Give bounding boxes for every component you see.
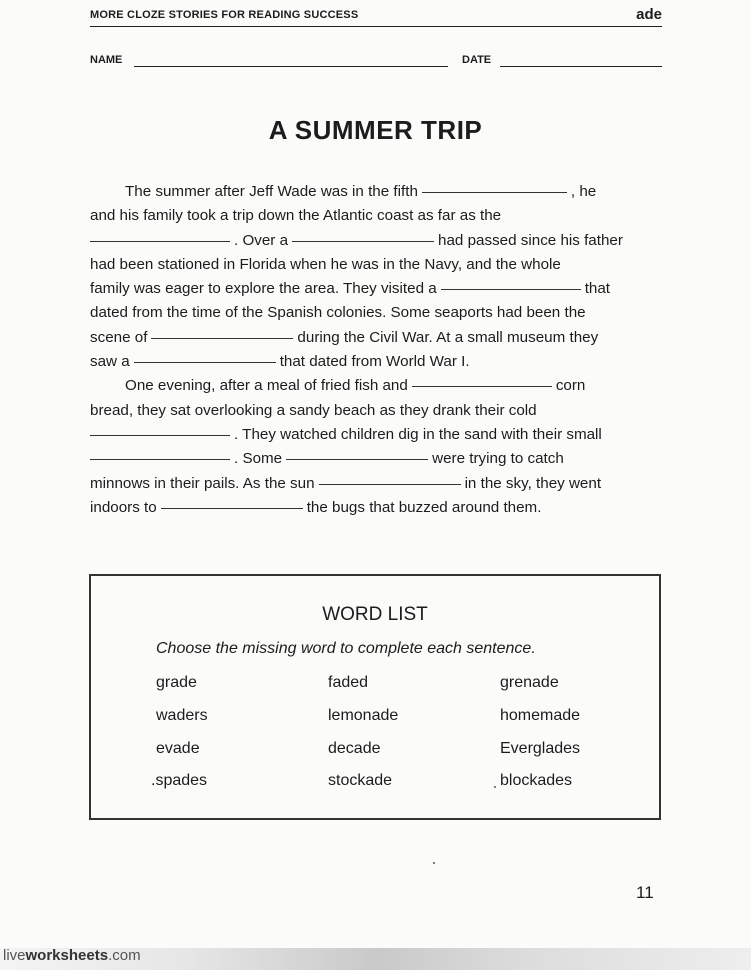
story-fragment: . They watched children dig in the sand with their small	[234, 425, 602, 443]
story-fragment: minnows in their pails. As the sun	[90, 474, 315, 492]
story-line	[90, 180, 662, 204]
answer-blank-9[interactable]	[90, 458, 230, 460]
story-line	[90, 277, 662, 301]
answer-blank-10[interactable]	[286, 458, 428, 460]
story-line	[90, 472, 662, 496]
story-line	[90, 301, 662, 325]
answer-blank-1[interactable]	[422, 191, 567, 193]
series-title: MORE CLOZE STORIES FOR READING SUCCESS	[90, 9, 359, 21]
story-fragment: dated from the time of the Spanish colonies. Some seaports had been the	[90, 304, 586, 322]
word-option[interactable]: Everglades	[500, 740, 581, 757]
story-fragment: corn	[555, 377, 586, 395]
word-option[interactable]: .spades	[151, 772, 208, 789]
answer-blank-2[interactable]	[90, 240, 230, 242]
name-date-row	[90, 53, 662, 69]
word-option[interactable]: blockades	[500, 772, 573, 789]
page-header	[90, 6, 662, 27]
story-title: A SUMMER TRIP	[268, 115, 483, 145]
phonics-suffix: ade	[636, 6, 662, 23]
story-line	[90, 204, 662, 228]
story-fragment: that	[584, 280, 611, 298]
story-line	[90, 326, 662, 350]
watermark-part: .com	[108, 947, 141, 964]
date-field[interactable]	[500, 66, 662, 67]
date-label: DATE	[462, 54, 492, 66]
answer-blank-5[interactable]	[151, 337, 293, 339]
story-line	[90, 374, 662, 398]
answer-blank-4[interactable]	[441, 288, 581, 290]
answer-blank-8[interactable]	[90, 434, 230, 436]
story-line	[90, 447, 662, 471]
story-line	[90, 423, 662, 447]
story-fragment: and his family took a trip down the Atlantic coast as far as the	[90, 207, 502, 225]
word-list-box	[89, 574, 661, 820]
story-fragment: family was eager to explore the area. They visited a	[90, 280, 437, 298]
story-fragment: indoors to	[90, 498, 157, 516]
story-line	[90, 229, 662, 253]
answer-blank-6[interactable]	[134, 361, 276, 363]
story-fragment: the bugs that buzzed around them.	[306, 498, 542, 516]
story-fragment: that dated from World War I.	[279, 353, 470, 371]
page-number: 11	[636, 883, 654, 902]
story-fragment: had been stationed in Florida when he was in the Navy, and the whole	[90, 255, 561, 273]
story-fragment: bread, they sat overlooking a sandy beach as they drank their cold	[90, 401, 537, 419]
story-fragment: in the sky, they went	[464, 474, 602, 492]
answer-blank-11[interactable]	[319, 483, 461, 485]
story-line	[90, 253, 662, 277]
word-option[interactable]: grenade	[500, 674, 559, 691]
story-fragment: . Over a	[234, 231, 289, 249]
word-list-title: WORD LIST	[322, 604, 428, 625]
story-fragment: were trying to catch	[432, 450, 564, 468]
story-fragment: The summer after Jeff Wade was in the fifth	[125, 183, 418, 200]
story-fragment: . Some	[234, 450, 283, 468]
word-option[interactable]: stockade	[328, 772, 393, 789]
word-option[interactable]: lemonade	[328, 707, 399, 724]
word-option[interactable]: evade	[156, 740, 200, 757]
story-line	[90, 496, 662, 520]
watermark-part: live	[3, 947, 26, 964]
answer-blank-12[interactable]	[161, 507, 303, 509]
word-list-instruction: Choose the missing word to complete each sentence.	[156, 640, 536, 657]
word-option[interactable]: decade	[328, 740, 381, 757]
answer-blank-3[interactable]	[292, 240, 434, 242]
story-fragment: One evening, after a meal of fried fish and	[125, 377, 408, 395]
story-line	[90, 350, 662, 374]
story-fragment: , he	[570, 183, 597, 200]
word-option[interactable]: waders	[156, 707, 208, 724]
stray-dot	[494, 786, 496, 788]
story-text	[90, 180, 662, 520]
story-fragment: saw a	[90, 353, 130, 371]
story-fragment: had passed since his father	[438, 231, 623, 249]
answer-blank-7[interactable]	[412, 385, 552, 387]
word-option[interactable]: grade	[156, 674, 197, 691]
stray-dot	[433, 862, 435, 864]
name-label: NAME	[90, 54, 123, 66]
story-fragment: scene of	[90, 328, 148, 346]
story-fragment: during the Civil War. At a small museum they	[297, 328, 599, 346]
word-option[interactable]: homemade	[500, 707, 581, 724]
watermark-part: worksheets	[25, 947, 109, 964]
word-option[interactable]: faded	[328, 674, 369, 691]
name-field[interactable]	[134, 66, 448, 67]
site-watermark	[3, 947, 141, 964]
story-line	[90, 399, 662, 423]
